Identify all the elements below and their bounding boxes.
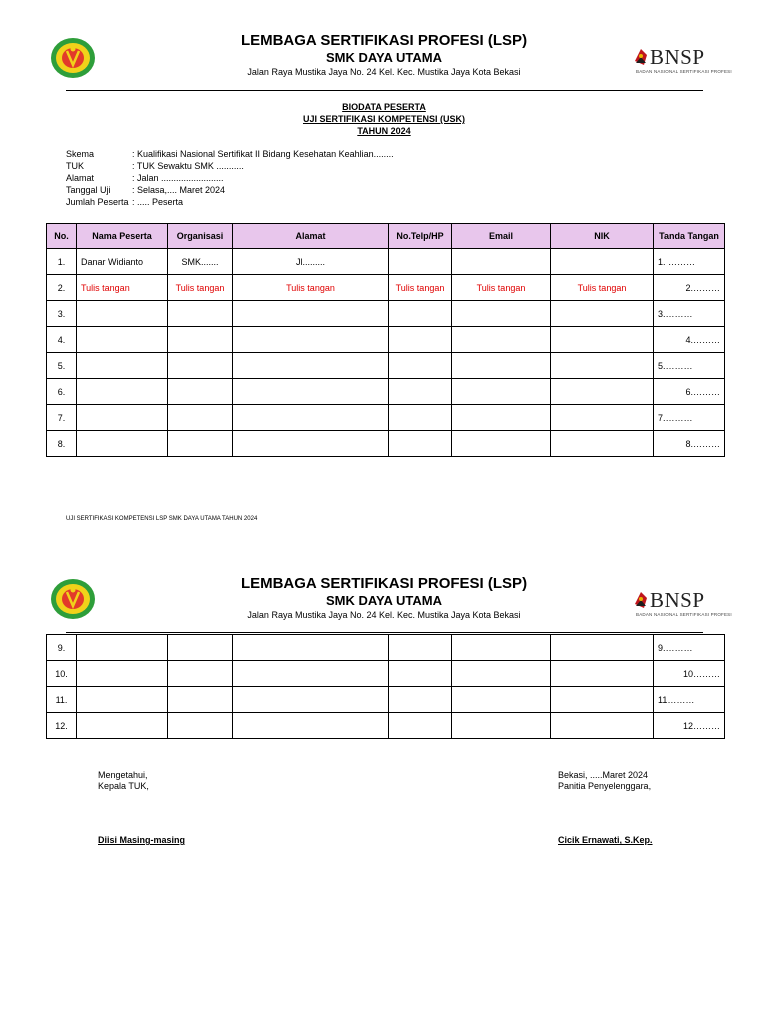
cell-telp[interactable] [389, 353, 452, 379]
cell-organisasi[interactable] [168, 327, 233, 353]
table-row: 4. 4.……… [47, 327, 725, 353]
cell-organisasi[interactable] [168, 379, 233, 405]
cell-nik[interactable] [551, 635, 654, 661]
cell-telp[interactable] [389, 713, 452, 739]
col-header-nik: NIK [551, 224, 654, 249]
col-header-no: No. [47, 224, 77, 249]
cell-alamat[interactable] [233, 635, 389, 661]
cell-tanda-tangan[interactable]: 9.……… [654, 635, 725, 661]
cell-email[interactable] [452, 661, 551, 687]
bnsp-subtitle: BADAN NASIONAL SERTIFIKASI PROFESI [636, 612, 732, 617]
cell-email[interactable] [452, 301, 551, 327]
cell-alamat[interactable] [233, 405, 389, 431]
cell-nama[interactable] [77, 405, 168, 431]
cell-telp[interactable] [389, 327, 452, 353]
cell-organisasi[interactable] [168, 635, 233, 661]
info-row-skema: Skema : Kualifikasi Nasional Sertifikat II Bidang Kesehatan Keahlian........ [66, 149, 394, 159]
cell-alamat[interactable] [233, 353, 389, 379]
cell-nik[interactable] [551, 713, 654, 739]
cell-tanda-tangan[interactable]: 6.……… [654, 379, 725, 405]
cell-email[interactable] [452, 379, 551, 405]
cell-email[interactable] [452, 353, 551, 379]
doc-title-line3: TAHUN 2024 [357, 126, 411, 136]
cell-alamat[interactable] [233, 661, 389, 687]
header-divider [66, 632, 703, 633]
cell-email[interactable] [452, 327, 551, 353]
bnsp-wordmark: BNSP [650, 588, 705, 612]
cell-alamat[interactable] [233, 431, 389, 457]
info-row-alamat: Alamat : Jalan ......................... [66, 173, 224, 183]
info-row-tanggal: Tanggal Uji : Selasa,.... Maret 2024 [66, 185, 226, 195]
cell-organisasi[interactable] [168, 713, 233, 739]
bnsp-wordmark: BNSP [650, 45, 705, 69]
table-row: 9. 9.……… [47, 635, 725, 661]
table-row: 6. 6.……… [47, 379, 725, 405]
cell-nik[interactable] [551, 405, 654, 431]
cell-telp[interactable] [389, 379, 452, 405]
school-address: Jalan Raya Mustika Jaya No. 24 Kel. Kec. Mustika Jaya Kota Bekasi [247, 67, 521, 77]
cell-email[interactable] [452, 431, 551, 457]
signature-left-line2: Kepala TUK, [98, 781, 149, 791]
participant-table [46, 223, 725, 457]
cell-email[interactable] [452, 405, 551, 431]
col-header-alamat: Alamat [233, 224, 389, 249]
table-row: 12. 12……… [47, 713, 725, 739]
cell-telp[interactable] [389, 635, 452, 661]
table-row: 11. 11……… [47, 687, 725, 713]
signature-left-line1: Mengetahui, [98, 770, 148, 780]
cell-email[interactable]: Tulis tangan [452, 275, 551, 301]
school-name: SMK DAYA UTAMA [325, 593, 443, 608]
table-row: 2. Tulis tangan Tulis tangan Tulis tangan Tulis tangan Tulis tangan Tulis tangan 2.……… [47, 275, 725, 301]
cell-nama[interactable]: Danar Widianto [77, 249, 168, 275]
cell-alamat[interactable] [233, 687, 389, 713]
col-header-organisasi: Organisasi [168, 224, 233, 249]
cell-alamat[interactable]: Tulis tangan [233, 275, 389, 301]
cell-tanda-tangan[interactable]: 5.……… [654, 353, 725, 379]
cell-nik[interactable] [551, 661, 654, 687]
cell-alamat[interactable]: Jl......... [233, 249, 389, 275]
cell-nama[interactable] [77, 687, 168, 713]
doc-title-line1: BIODATA PESERTA [342, 102, 426, 112]
bnsp-emblem-icon [632, 590, 650, 610]
cell-organisasi[interactable] [168, 687, 233, 713]
cell-alamat[interactable] [233, 713, 389, 739]
cell-telp[interactable] [389, 661, 452, 687]
cell-nama[interactable] [77, 431, 168, 457]
table-header-row [47, 224, 725, 249]
cell-tanda-tangan[interactable]: 8.……… [654, 431, 725, 457]
lsp-logo-icon [50, 578, 96, 620]
cell-email[interactable] [452, 713, 551, 739]
cell-organisasi[interactable]: SMK....... [168, 249, 233, 275]
col-header-nama: Nama Peserta [77, 224, 168, 249]
cell-tanda-tangan[interactable]: 3.……… [654, 301, 725, 327]
table-row: 1. Danar Widianto SMK....... Jl......... 1. ……… [47, 249, 725, 275]
cell-telp[interactable] [389, 301, 452, 327]
signature-right-line2: Panitia Penyelenggara, [558, 781, 652, 791]
table-row: 7. 7.……… [47, 405, 725, 431]
lsp-title: LEMBAGA SERTIFIKASI PROFESI (LSP) [240, 575, 528, 592]
signature-left [98, 770, 149, 792]
cell-nik[interactable]: Tulis tangan [551, 275, 654, 301]
bnsp-subtitle: BADAN NASIONAL SERTIFIKASI PROFESI [636, 69, 732, 74]
cell-nik[interactable] [551, 249, 654, 275]
cell-nama[interactable]: Tulis tangan [77, 275, 168, 301]
lsp-logo-icon [50, 37, 96, 79]
cell-telp[interactable] [389, 687, 452, 713]
cell-nama[interactable] [77, 327, 168, 353]
col-header-telp: No.Telp/HP [389, 224, 452, 249]
cell-tanda-tangan[interactable]: 11……… [654, 687, 725, 713]
cell-nama[interactable] [77, 713, 168, 739]
cell-tanda-tangan[interactable]: 10……… [654, 661, 725, 687]
cell-nik[interactable] [551, 379, 654, 405]
cell-alamat[interactable] [233, 327, 389, 353]
doc-title-line2: UJI SERTIFIKASI KOMPETENSI (USK) [302, 114, 465, 124]
cell-organisasi[interactable] [168, 301, 233, 327]
cell-tanda-tangan[interactable]: 7.……… [654, 405, 725, 431]
cell-tanda-tangan[interactable]: 2.……… [654, 275, 725, 301]
cell-email[interactable] [452, 635, 551, 661]
cell-telp[interactable] [389, 249, 452, 275]
cell-email[interactable] [452, 687, 551, 713]
cell-organisasi[interactable] [168, 431, 233, 457]
lsp-title: LEMBAGA SERTIFIKASI PROFESI (LSP) [240, 32, 528, 49]
cell-organisasi[interactable] [168, 353, 233, 379]
cell-organisasi[interactable] [168, 405, 233, 431]
cell-nama[interactable] [77, 635, 168, 661]
table-row: 3. 3.……… [47, 301, 725, 327]
cell-nik[interactable] [551, 327, 654, 353]
cell-alamat[interactable] [233, 301, 389, 327]
exam-info [66, 148, 566, 208]
info-row-tuk: TUK : TUK Sewaktu SMK ........... [66, 161, 244, 171]
cell-nik[interactable] [551, 353, 654, 379]
cell-nama[interactable] [77, 661, 168, 687]
document-title [200, 101, 568, 137]
bnsp-logo [630, 584, 732, 622]
page-footer: UJI SERTIFIKASI KOMPETENSI LSP SMK DAYA UTAMA TAHUN 2024 [66, 516, 258, 522]
info-row-jumlah: Jumlah Peserta : ..... Peserta [66, 197, 184, 207]
signature-right-line1: Bekasi, .....Maret 2024 [558, 770, 649, 780]
col-header-email: Email [452, 224, 551, 249]
cell-telp[interactable]: Tulis tangan [389, 275, 452, 301]
table-row: 8. 8.……… [47, 431, 725, 457]
header-divider [66, 90, 703, 91]
cell-telp[interactable] [389, 431, 452, 457]
school-name: SMK DAYA UTAMA [325, 50, 443, 65]
signature-left-name: Diisi Masing-masing [98, 835, 186, 845]
cell-nik[interactable] [551, 431, 654, 457]
cell-tanda-tangan[interactable]: 1. ……… [654, 249, 725, 275]
cell-nik[interactable] [551, 301, 654, 327]
cell-organisasi[interactable]: Tulis tangan [168, 275, 233, 301]
school-address: Jalan Raya Mustika Jaya No. 24 Kel. Kec. Mustika Jaya Kota Bekasi [247, 610, 521, 620]
cell-email[interactable] [452, 249, 551, 275]
col-header-tanda-tangan: Tanda Tangan [654, 224, 725, 249]
cell-organisasi[interactable] [168, 661, 233, 687]
cell-nama[interactable] [77, 353, 168, 379]
cell-tanda-tangan[interactable]: 4.……… [654, 327, 725, 353]
signature-right-name: Cicik Ernawati, S.Kep. [558, 835, 653, 845]
participant-table-continued [46, 634, 725, 739]
table-row: 5. 5.……… [47, 353, 725, 379]
cell-nik[interactable] [551, 687, 654, 713]
bnsp-emblem-icon [632, 47, 650, 67]
signature-right [558, 770, 651, 792]
cell-alamat[interactable] [233, 379, 389, 405]
table-row: 10. 10……… [47, 661, 725, 687]
cell-nama[interactable] [77, 301, 168, 327]
cell-nama[interactable] [77, 379, 168, 405]
cell-telp[interactable] [389, 405, 452, 431]
cell-tanda-tangan[interactable]: 12……… [654, 713, 725, 739]
bnsp-logo [630, 41, 732, 79]
